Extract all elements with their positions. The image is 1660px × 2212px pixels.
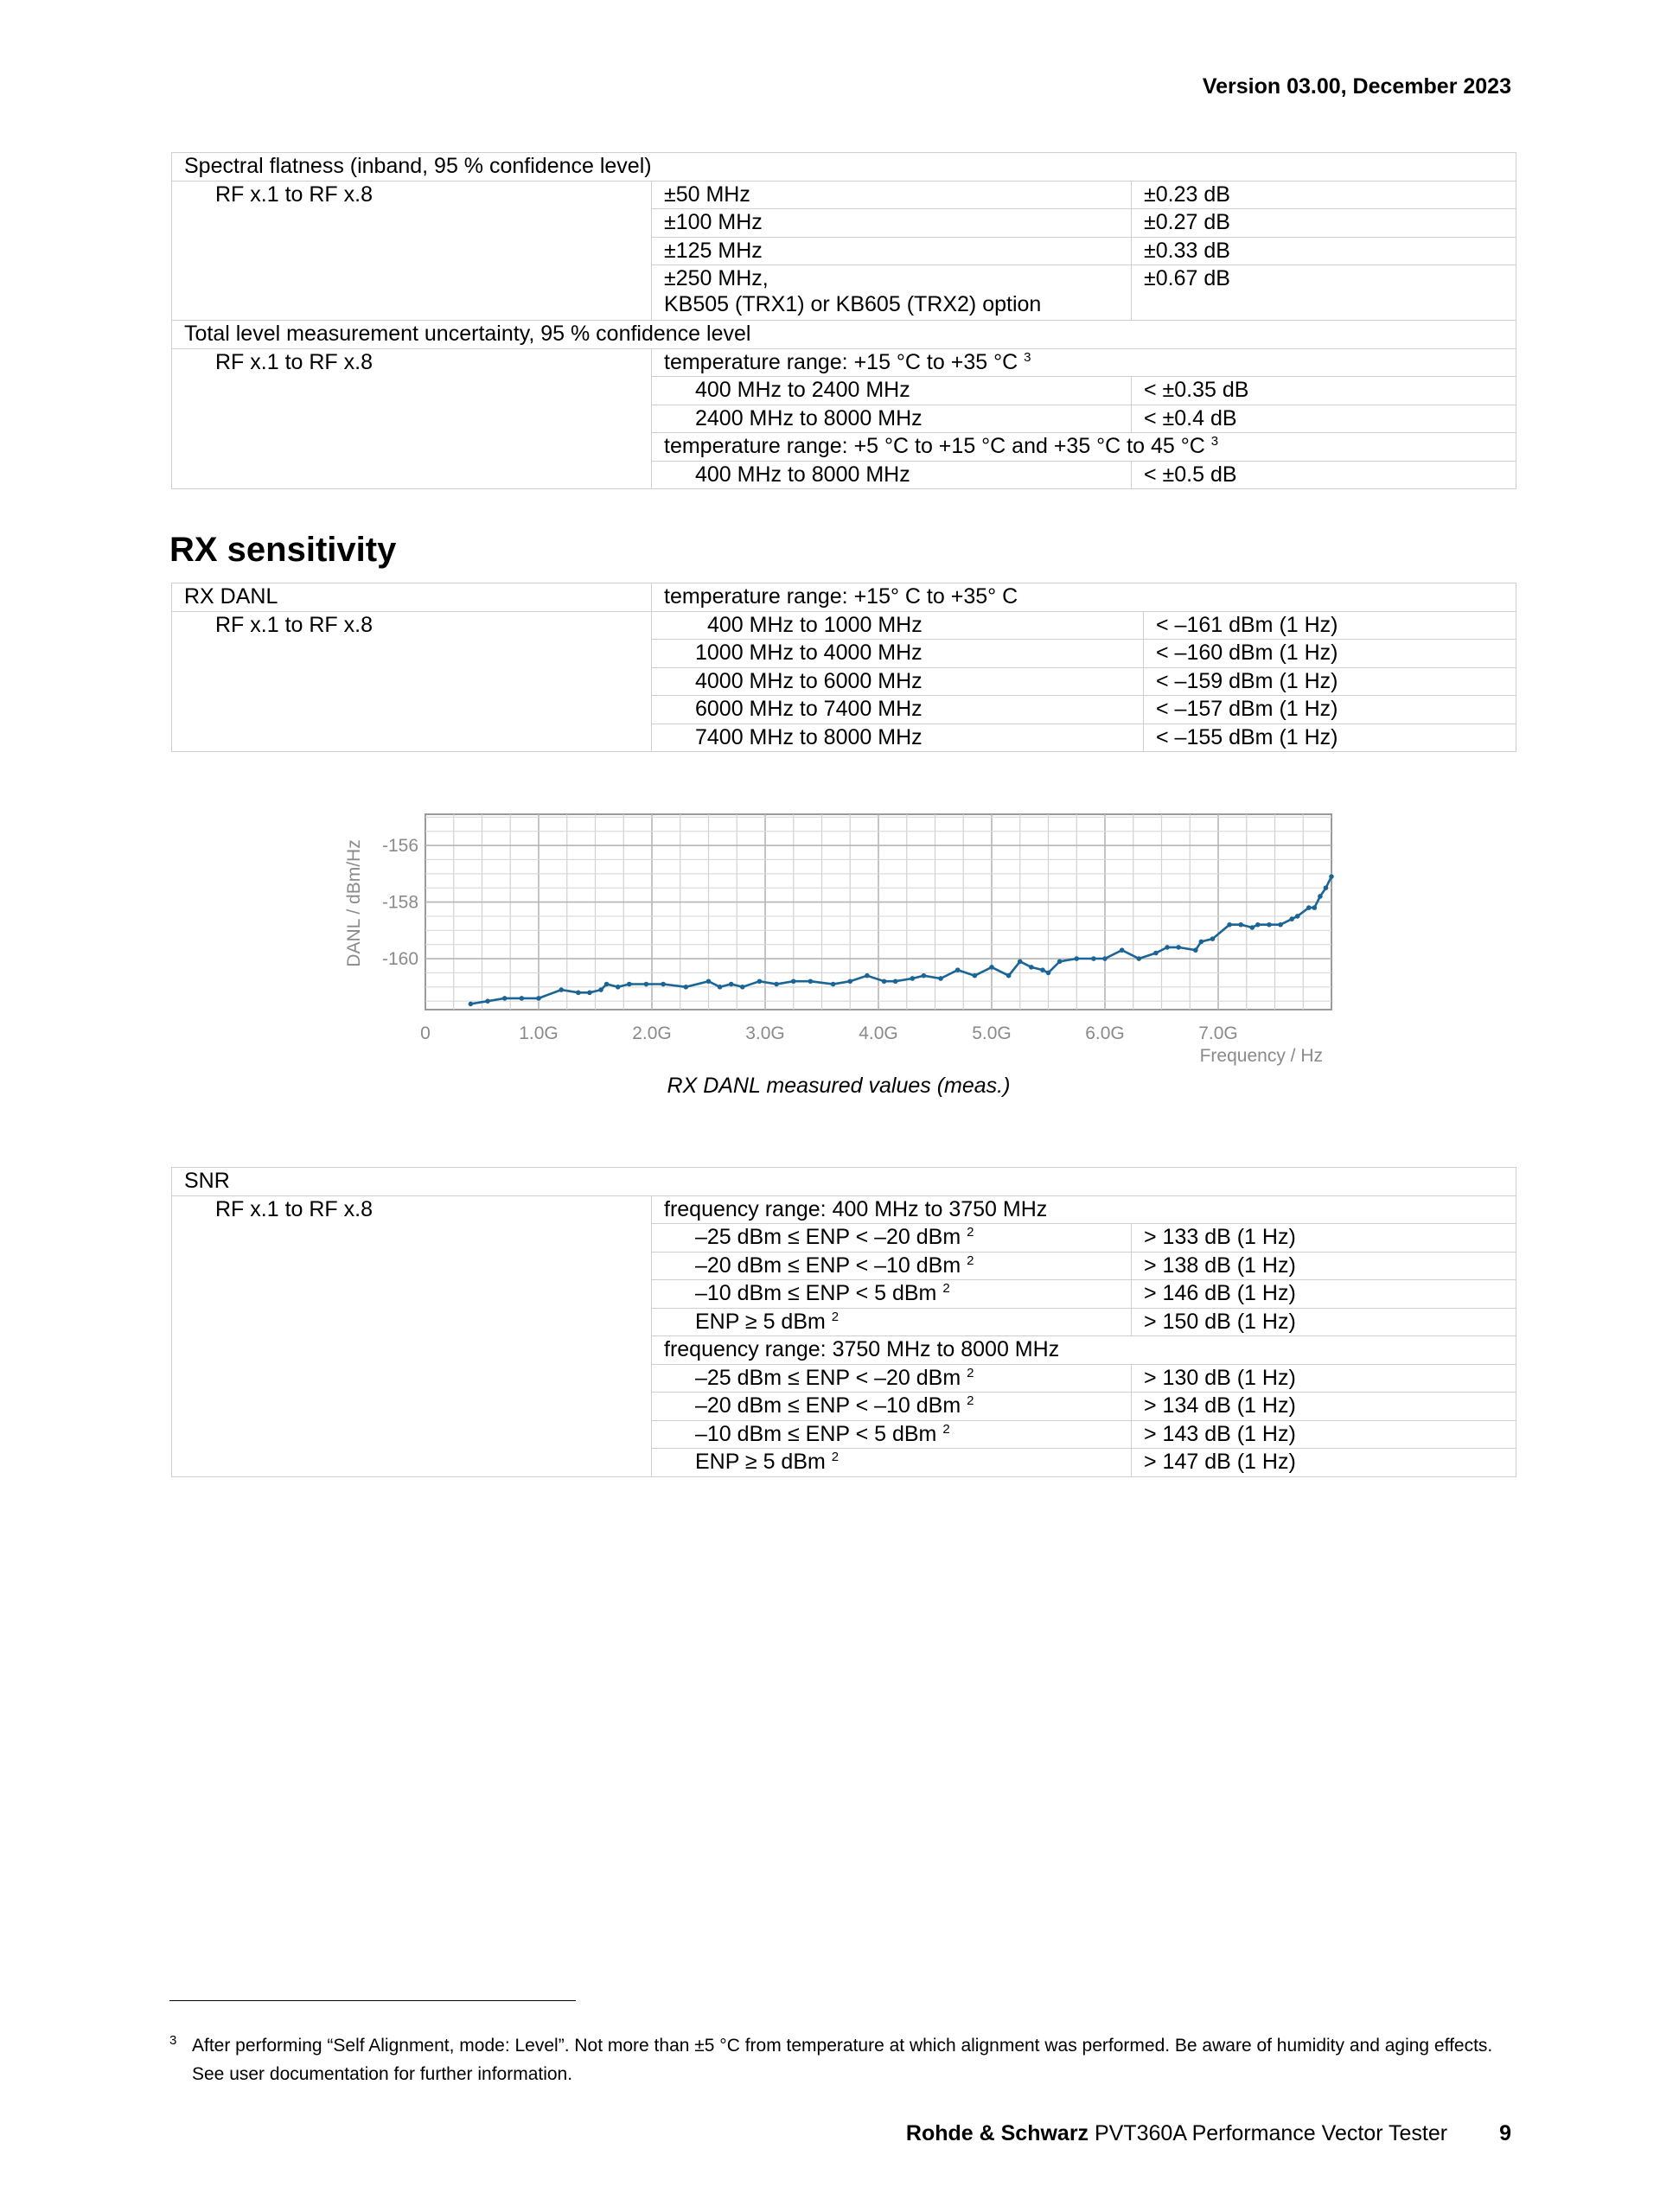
- spectral-value: ±0.23 dB: [1132, 181, 1516, 209]
- danl-data-point: [644, 982, 649, 987]
- danl-label: RX DANL: [172, 583, 652, 612]
- spectral-flatness-title: Spectral flatness (inband, 95 % confidence level): [172, 153, 1516, 182]
- rx-danl-chart: [329, 804, 1366, 1072]
- footnote-ref: 2: [967, 1253, 974, 1268]
- snr-table: [171, 1167, 1516, 1477]
- tlmu-port-label: RF x.1 to RF x.8: [172, 348, 652, 489]
- footer-brand: Rohde & Schwarz: [905, 2121, 1089, 2145]
- danl-range: 400 MHz to 1000 MHz: [652, 611, 1144, 640]
- danl-data-point: [718, 985, 723, 990]
- danl-data-point: [1210, 936, 1216, 941]
- danl-data-point: [469, 1002, 474, 1007]
- danl-data-point: [847, 979, 852, 984]
- chart-caption: RX DANL measured values (meas.): [667, 1074, 1011, 1098]
- x-axis-label: Frequency / Hz: [1199, 1046, 1323, 1066]
- danl-data-point: [1165, 945, 1170, 950]
- snr-condition: [652, 1449, 1132, 1477]
- footnote-ref: 2: [942, 1421, 950, 1437]
- snr-label: SNR: [172, 1168, 1516, 1196]
- danl-data-point: [1199, 940, 1204, 945]
- danl-range: 1000 MHz to 4000 MHz: [652, 640, 1144, 668]
- tlmu-range: 400 MHz to 8000 MHz: [652, 461, 1132, 489]
- x-tick-label: 3.0G: [745, 1023, 785, 1043]
- danl-data-point: [1238, 922, 1243, 928]
- danl-data-point: [627, 982, 632, 987]
- y-axis-label: DANL / dBm/Hz: [344, 839, 364, 967]
- tlmu-value: < ±0.5 dB: [1132, 461, 1516, 489]
- danl-data-point: [1227, 922, 1232, 928]
- tlmu-temp-range-1-text: temperature range: +15 °C to +35 °C: [664, 349, 1018, 374]
- danl-data-point: [520, 996, 525, 1001]
- x-tick-label: 7.0G: [1198, 1023, 1238, 1043]
- danl-data-point: [1029, 965, 1034, 970]
- danl-data-point: [910, 976, 916, 981]
- spectral-range-line2: KB505 (TRX1) or KB605 (TRX2) option: [664, 292, 1042, 316]
- spectral-range: ±100 MHz: [652, 209, 1132, 238]
- section-title-rx-sensitivity: RX sensitivity: [169, 531, 397, 569]
- danl-data-point: [729, 982, 734, 987]
- y-tick-label: -156: [381, 836, 418, 857]
- spectral-range-line1: ±250 MHz,: [664, 266, 769, 290]
- danl-data-point: [1040, 967, 1045, 972]
- spectral-value: ±0.33 dB: [1132, 237, 1516, 265]
- danl-data-point: [559, 987, 564, 992]
- spectral-range: ±50 MHz: [652, 181, 1132, 209]
- footnote-ref: 3: [1024, 349, 1031, 365]
- danl-data-point: [791, 979, 796, 984]
- danl-data-point: [740, 985, 745, 990]
- snr-condition-text: –20 dBm ≤ ENP < –10 dBm: [695, 1393, 961, 1418]
- danl-data-point: [587, 991, 592, 996]
- danl-data-point: [1329, 874, 1334, 879]
- snr-condition-text: ENP ≥ 5 dBm: [695, 1309, 826, 1334]
- footnote-ref: 2: [967, 1393, 974, 1408]
- danl-value: < –157 dBm (1 Hz): [1144, 696, 1516, 724]
- tlmu-range: 2400 MHz to 8000 MHz: [652, 405, 1132, 433]
- danl-temp-range: temperature range: +15° C to +35° C: [652, 583, 1516, 612]
- danl-data-point: [1278, 922, 1283, 928]
- danl-data-point: [808, 979, 814, 984]
- danl-data-point: [893, 979, 898, 984]
- snr-condition-text: –25 dBm ≤ ENP < –20 dBm: [695, 1225, 961, 1249]
- spectral-range-option: [652, 265, 1132, 321]
- x-tick-label: 4.0G: [859, 1023, 898, 1043]
- spectral-value: ±0.67 dB: [1132, 265, 1516, 321]
- danl-data-point: [1176, 945, 1181, 950]
- danl-range: 4000 MHz to 6000 MHz: [652, 667, 1144, 696]
- snr-port-label: RF x.1 to RF x.8: [172, 1195, 652, 1476]
- snr-condition-text: –25 dBm ≤ ENP < –20 dBm: [695, 1365, 961, 1390]
- tlmu-value: < ±0.4 dB: [1132, 405, 1516, 433]
- danl-value: < –159 dBm (1 Hz): [1144, 667, 1516, 696]
- danl-data-point: [576, 991, 581, 996]
- danl-data-point: [1255, 922, 1261, 928]
- snr-frequency-range-2: frequency range: 3750 MHz to 8000 MHz: [652, 1336, 1516, 1365]
- danl-data-point: [598, 987, 603, 992]
- snr-condition: [652, 1252, 1132, 1280]
- footnote-ref: 3: [1210, 434, 1219, 449]
- danl-data-point: [1250, 925, 1255, 930]
- danl-data-point: [1267, 922, 1272, 928]
- spectral-port-label: RF x.1 to RF x.8: [172, 181, 652, 321]
- snr-value: > 150 dB (1 Hz): [1132, 1308, 1516, 1336]
- danl-data-point: [661, 982, 666, 987]
- danl-value: < –155 dBm (1 Hz): [1144, 724, 1516, 752]
- tlmu-temp-range-2: [652, 433, 1516, 462]
- danl-data-point: [1193, 947, 1198, 953]
- danl-data-point: [1046, 971, 1051, 976]
- danl-data-point: [1120, 947, 1125, 953]
- footnote-text: After performing “Self Alignment, mode: Level”. Not more than ±5 °C from temperature at which alignment was performed. Be aware of humidity and aging effects. See user documentation for further information.: [192, 2036, 1493, 2084]
- danl-data-point: [536, 996, 541, 1001]
- snr-condition: [652, 1224, 1132, 1253]
- danl-range: 6000 MHz to 7400 MHz: [652, 696, 1144, 724]
- danl-data-point: [684, 985, 689, 990]
- danl-data-point: [1318, 894, 1323, 899]
- danl-data-point: [1295, 914, 1300, 919]
- tlmu-temp-range-2-text: temperature range: +5 °C to +15 °C and +35 °C to 45 °C: [664, 434, 1205, 458]
- footer-product: PVT360A Performance Vector Tester: [1089, 2121, 1448, 2145]
- danl-port-label: RF x.1 to RF x.8: [172, 611, 652, 752]
- danl-data-point: [1289, 916, 1294, 921]
- danl-data-point: [616, 985, 621, 990]
- x-tick-label: 0: [420, 1023, 431, 1043]
- tlmu-temp-range-1: [652, 348, 1516, 377]
- danl-data-point: [706, 979, 712, 984]
- danl-data-point: [774, 982, 779, 987]
- danl-data-point: [485, 998, 490, 1004]
- rx-danl-table: [171, 583, 1516, 752]
- x-tick-label: 6.0G: [1085, 1023, 1125, 1043]
- danl-data-point: [1057, 959, 1063, 965]
- danl-data-point: [938, 976, 943, 981]
- snr-condition: [652, 1280, 1132, 1309]
- snr-condition: [652, 1420, 1132, 1449]
- footnote-separator: [169, 2000, 576, 2001]
- danl-data-point: [604, 982, 610, 987]
- snr-value: > 130 dB (1 Hz): [1132, 1364, 1516, 1393]
- danl-data-point: [1324, 885, 1329, 890]
- footnote-ref: 2: [967, 1365, 974, 1380]
- snr-frequency-range-1: frequency range: 400 MHz to 3750 MHz: [652, 1195, 1516, 1224]
- spectral-range: ±125 MHz: [652, 237, 1132, 265]
- danl-data-point: [882, 979, 887, 984]
- snr-condition-text: –10 dBm ≤ ENP < 5 dBm: [695, 1421, 937, 1446]
- danl-data-point: [831, 982, 836, 987]
- danl-data-point: [1006, 973, 1012, 979]
- tlmu-range: 400 MHz to 2400 MHz: [652, 377, 1132, 405]
- snr-value: > 134 dB (1 Hz): [1132, 1393, 1516, 1421]
- tlmu-title: Total level measurement uncertainty, 95 % confidence level: [172, 321, 1516, 349]
- danl-data-point: [1312, 905, 1318, 910]
- page-header-version: Version 03.00, December 2023: [1202, 74, 1511, 99]
- snr-condition-text: –20 dBm ≤ ENP < –10 dBm: [695, 1253, 961, 1278]
- snr-value: > 147 dB (1 Hz): [1132, 1449, 1516, 1477]
- snr-value: > 138 dB (1 Hz): [1132, 1252, 1516, 1280]
- danl-data-point: [973, 973, 978, 979]
- spectral-flatness-table: [171, 152, 1516, 489]
- snr-condition: [652, 1364, 1132, 1393]
- danl-data-point: [989, 965, 994, 970]
- tlmu-value: < ±0.35 dB: [1132, 377, 1516, 405]
- danl-value: < –160 dBm (1 Hz): [1144, 640, 1516, 668]
- x-tick-label: 2.0G: [632, 1023, 672, 1043]
- x-tick-label: 5.0G: [972, 1023, 1012, 1043]
- danl-data-point: [865, 973, 870, 979]
- snr-condition-text: ENP ≥ 5 dBm: [695, 1450, 826, 1474]
- y-tick-label: -158: [381, 892, 418, 913]
- page-footer: [906, 2121, 1511, 2146]
- danl-data-point: [1102, 956, 1108, 961]
- snr-value: > 146 dB (1 Hz): [1132, 1280, 1516, 1309]
- danl-value: < –161 dBm (1 Hz): [1144, 611, 1516, 640]
- page-number: 9: [1499, 2121, 1511, 2145]
- footnote: [169, 2031, 1518, 2088]
- danl-range: 7400 MHz to 8000 MHz: [652, 724, 1144, 752]
- spectral-value: ±0.27 dB: [1132, 209, 1516, 238]
- danl-data-point: [1018, 959, 1023, 965]
- snr-value: > 133 dB (1 Hz): [1132, 1224, 1516, 1253]
- footnote-ref: 2: [831, 1450, 840, 1464]
- snr-condition: [652, 1308, 1132, 1336]
- x-tick-label: 1.0G: [519, 1023, 559, 1043]
- danl-data-point: [1153, 951, 1159, 956]
- danl-data-point: [1137, 956, 1142, 961]
- danl-data-point: [757, 979, 763, 984]
- snr-value: > 143 dB (1 Hz): [1132, 1420, 1516, 1449]
- footnote-ref: 2: [967, 1225, 974, 1240]
- danl-data-point: [1074, 956, 1079, 961]
- footnote-ref: 2: [831, 1309, 840, 1324]
- danl-data-point: [955, 967, 961, 972]
- footnote-ref: 2: [942, 1281, 950, 1296]
- danl-data-point: [502, 996, 508, 1001]
- snr-condition-text: –10 dBm ≤ ENP < 5 dBm: [695, 1281, 937, 1305]
- danl-data-point: [1306, 905, 1312, 910]
- danl-data-point: [922, 973, 927, 979]
- danl-data-point: [1091, 956, 1096, 961]
- footnote-mark: 3: [169, 2033, 177, 2048]
- y-tick-label: -160: [381, 949, 418, 970]
- snr-condition: [652, 1393, 1132, 1421]
